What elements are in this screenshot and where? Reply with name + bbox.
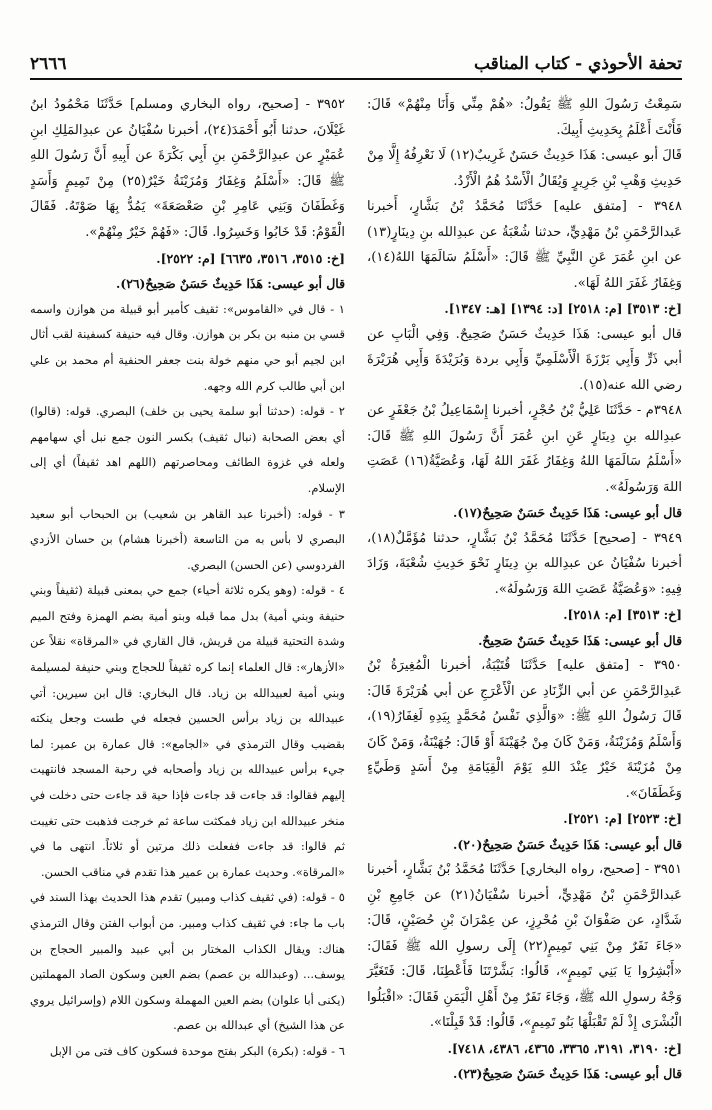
hadith-paragraph: ٣٩٥١ - [صحيح، رواه البخاري] حَدَّثَنَا مُحَمَّدُ بْنُ بَشَّارٍ، أخبرنا عَبدالرَّحْمَنِ بْنُ مَهْدِيٍّ، أخبرنا سُفْيَانُ(٢١) عن جَامِعِ بْنِ شَدَّادٍ، عن صَفْوَانَ بْنِ مُحْرِزٍ، عن عِمْرَانَ بْنِ حُصَيْنٍ، قَالَ: «جَاءَ نَفَرٌ مِنْ بَنِي تَمِيمٍ(٢٢) إِلَى رسولِ الله ﷺ فَقَالَ: «أَبْشِرُوا يَا بَنِي تَمِيمٍ»، قَالُوا: بَشَّرْتَنَا فَأَعْطِنَا، قَالَ: فَتَغَيَّرَ وَجْهُ رسولِ الله ﷺ، وَجَاءَ نَفَرٌ مِنْ أَهْلِ الْيَمَنِ فَقَالَ: «اقْبَلُوا الْبُشْرَى إِذْ لَمْ تَقْبَلْهَا بَنُو تَمِيمٍ»، قَالُوا: قَدْ قَبِلْنَا».	[367, 862, 682, 1030]
hadith-paragraph: قَالَ أبو عيسى: هَذَا حَدِيثٌ حَسَنٌ غَرِيبٌ(١٢) لَا نَعْرِفُهُ إِلَّا مِنْ حَدِيثِ وَهْبِ بْنِ جَرِيرٍ وَيُقَالُ الْأَسْدُ هُمُ الْأَزْدُ.	[367, 148, 683, 189]
footnote: ٥ - قوله: (في ثقيف كذاب ومبير) تقدم هذا الحديث بهذا السند في باب ما جاء: في ثقيف كذاب ومبير. من أبواب الفتن وقال الترمذي هناك: ويقال الكذاب المختار بن أبي عبيد والمبير الحجاج بن يوسف... (وعبدالله بن عصم) بضم العين وسكون الصاد المهملتين (يكنى أبا علوان) بضم العين المهملة وسكون اللام (وإسرائيل يروي عن هذا الشيخ) أي عبدالله بن عصم.	[30, 890, 345, 1033]
page-header	[30, 40, 682, 80]
hadith-paragraph: ٣٩٥٢ - [صحيح، رواه البخاري ومسلم] حَدَّثَنَا مَحْمُودُ ابنُ غَيْلَانَ، حدثنا أَبُو أَحْمَدَ(٢٤)، أخبرنا سُفْيَانُ عن عبدِالمَلِكِ ابنِ عُمَيْرٍ عن عبدِالرَّحْمَنِ بنِ أَبِي بَكْرَةَ عن أَبِيهِ أَنَّ رَسُولَ اللهِ ﷺ قَالَ: «أَسْلَمُ وَغِفَارُ وَمُزَيْنَةُ خَيْرٌ(٢٥) مِنْ تَمِيمٍ وَأَسَدٍ وَغَطَفَانَ وَبَنِي عَامِرِ بْنِ صَعْصَعَةَ» يَمُدُّ بِهَا صَوْتَهُ. فَقَالَ الْقَوْمُ: قَدْ خَابُوا وَخَسِرُوا. قَالَ: «فَهُمْ خَيْرٌ مِنْهُمْ».	[30, 97, 346, 240]
reference-line: [خ: ٣٥١٣] [م: ٢٥١٨] [د: ١٣٩٤] [هـ: ١٣٤٧].	[444, 301, 682, 316]
page-number: ٢٦٦٦	[30, 54, 67, 74]
text-columns	[30, 92, 683, 1081]
grading-line: قال أبو عيسى: هَذَا حَدِيثٌ حَسَنٌ صَحِيحٌ(٢٠).	[453, 836, 682, 852]
hadith-paragraph: ٣٩٤٩ - [صحيح] حَدَّثَنَا مُحَمَّدُ بْنُ بَشَّارٍ، حدثنا مُؤَمَّلٌ(١٨)، أخبرنا سُفْيَانُ عن عبدِالله بنِ دِينَارٍ نَحْوَ حَدِيثِ شُعْبَةَ، وَزَادَ فِيهِ: «وَعُصَيَّةُ عَصَتِ اللهَ وَرَسُولَهُ».	[367, 530, 682, 597]
hadith-paragraph: ٣٩٤٨ - [متفق عليه] حَدَّثَنَا مُحَمَّدُ بْنُ بَشَّارٍ، أَخبرنا عَبدالرَّحْمَنِ بْنُ مَهْدِيٍّ، حدثنا شُعْبَةُ عن عبدِالله بنِ دِينَارٍ(١٣) عن ابنِ عُمَرَ عَنِ النَّبِيِّ ﷺ قَالَ: «أَسْلَمُ سَالَمَهَا اللهُ(١٤)، وَغِفَارُ غَفَرَ اللهُ لَهَا».	[367, 199, 682, 291]
footnote: ٢ - قوله: (حدثنا أبو سلمة يحيى بن خلف) البصري. قوله: (قالوا) أي بعض الصحابة (نبال ثقيف) بكسر النون جمع نبل أي سهامهم ولعله في غزوة الطائف ومحاصرتهم (اللهم اهد ثقيفاً) أي إلى الإسلام.	[30, 404, 345, 495]
reference-line: [خ: ٣٥١٣] [م: ٢٥١٨].	[563, 607, 682, 622]
hadith-paragraph: سَمِعْتُ رَسُولَ اللهِ ﷺ يَقُولُ: «هُمْ مِنِّي وَأَنَا مِنْهُمْ» قَالَ: فَأَنْتَ أَعْلَمُ بِحَدِيثِ أَبِيكَ.	[367, 97, 682, 138]
footnote: ٦ - قوله: (بكرة) البكر بفتح موحدة فسكون كاف فتى من الإبل	[49, 1043, 345, 1058]
footnote: ٣ - قوله: (أخبرنا عبد القاهر بن شعيب) بن الحبحاب أبو سعيد البصري لا بأس به من التاسعة (أخبرنا هشام) بن حسان الأزدي الفردوسي (عن الحسن) البصري.	[30, 506, 345, 572]
footnote: ١ - قال في «القاموس»: ثقيف كأمير أبو قبيلة من هوازن واسمه قسي بن منبه بن بكر بن هوازن. وقال فيه حنيفة كسفينة لقب أثال ابن لجيم أبو حي منهم خولة بنت جعفر الحنفية أم محمد بن علي ابن أبي طالب كرم الله وجهه.	[30, 301, 345, 393]
reference-line: [خ: ٣٥١٥، ٣٥١٦، ٦٦٣٥] [م: ٢٥٢٢].	[156, 250, 345, 266]
hadith-paragraph: ٣٩٤٨م - حَدَّثَنَا عَلِيُّ بْنُ حُجْرٍ، أخبرنا إِسْمَاعِيلُ بْنُ جَعْفَرٍ عن عبدِالله بنِ دِينَارٍ عَنِ ابنِ عُمَرَ أَنَّ رَسُولَ اللهِ ﷺ قَالَ: «أَسْلَمُ سَالَمَهَا اللهُ وَغِفَارُ غَفَرَ اللهُ لَهَا، وَعُصَيَّةُ(١٦) عَصَتِ اللهَ وَرَسُولَهُ».	[367, 403, 682, 495]
reference-line: [خ: ٣١٩٠، ٣١٩١، ٣٣٦٥، ٤٣٦٥، ٤٣٨٦، ٧٤١٨].	[447, 1040, 682, 1056]
running-title: تحفة الأحوذي - كتاب المناقب	[473, 54, 682, 74]
hadith-paragraph: ٣٩٥٠ - [متفق عليه] حَدَّثَنَا قُتَيْبَةُ، أخبرنا الْمُغِيرَةُ بْنُ عَبدِالرَّحْمَنِ عن أبي الزِّنَادِ عن الْأَعْرَجِ عن أبي هُرَيْرَةَ قَالَ: قَالَ رَسُولُ اللهِ ﷺ: «وَالَّذِي نَفْسُ مُحَمَّدٍ بِيَدِهِ لَغِفَارُ(١٩)، وَأَسْلَمُ وَمُزَيْنَةُ، وَمَنْ كَانَ مِنْ جُهَيْنَةَ أَوْ قَالَ: جُهَيْنَةُ، وَمَنْ كَانَ مِنْ مُزَيْنَةَ خَيْرٌ عِنْدَ اللهِ يَوْمَ الْقِيَامَةِ مِنْ أَسَدٍ وَطَيِّءٍ وَغَطَفَانَ».	[367, 658, 682, 801]
right-column	[367, 92, 683, 1081]
left-column	[30, 92, 345, 1070]
footnote: ٤ - قوله: (وهو يكره ثلاثة أحياء) جمع حي بمعنى قبيلة (ثقيفاً وبني حنيفة وبني أمية) بدل مما قبله وبنو أمية بضم الهمزة وفتح الميم وشدة التحتية قبيلة من قريش، قال القاري في «المرقاة» نقلاً عن «الأزهار»: قال العلماء إنما كره ثقيفاً للحجاج وبني حنيفة لمسيلمة وبني أمية لعبيدالله بن زياد. قال البخاري: قال ابن سيرين: أتي عبيدالله بن زياد برأس الحسين فجعله في طست وجعل ينكته بقضيب وقال الترمذي في «الجامع»: قال عمارة بن عمير: لما جيء برأس عبيدالله بن زياد وأصحابه في رحبة المسجد فانتهيت إليهم فقالوا: قد جاءت قد جاءت فإذا حية قد جاءت حتى دخلت في منخر عبيدالله ابن زياد فمكثت ساعة ثم خرجت فذهبت حتى تغيبت ثم قالوا: قد جاءت ففعلت ذلك مرتين أو ثلاثاً. انتهى ما في «المرقاة». وحديث عمارة بن عمير هذا تقدم في مناقب الحسن.	[30, 583, 345, 879]
hadith-paragraph: قال أبو عيسى: هَذَا حَدِيثٌ حَسَنٌ صَحِيحٌ. وَفِي الْبَابِ عن أبي ذَرٍّ وَأَبِي بَرْزَةَ الْأَسْلَمِيِّ وَأَبِي بردة وَبُرَيْدَةَ وَأَبِي هُرَيْرَةَ رضي الله عنه(١٥).	[367, 326, 682, 393]
reference-line: [خ: ٢٥٢٣] [م: ٢٥٢١].	[563, 811, 682, 826]
grading-line: قال أبو عيسى: هَذَا حَدِيثٌ حَسَنٌ صَحِيحٌ(٢٣).	[453, 1066, 682, 1081]
grading-line: قال أبو عيسى: هَذَا حَدِيثٌ حَسَنٌ صَحِيحٌ(٢٦).	[116, 276, 345, 292]
grading-line: قال أبو عيسى: هَذَا حَدِيثٌ حَسَنٌ صَحِيحٌ(١٧).	[453, 505, 682, 520]
grading-line: قال أبو عيسى: هَذَا حَدِيثٌ حَسَنٌ صَحِيحٌ.	[478, 632, 682, 648]
